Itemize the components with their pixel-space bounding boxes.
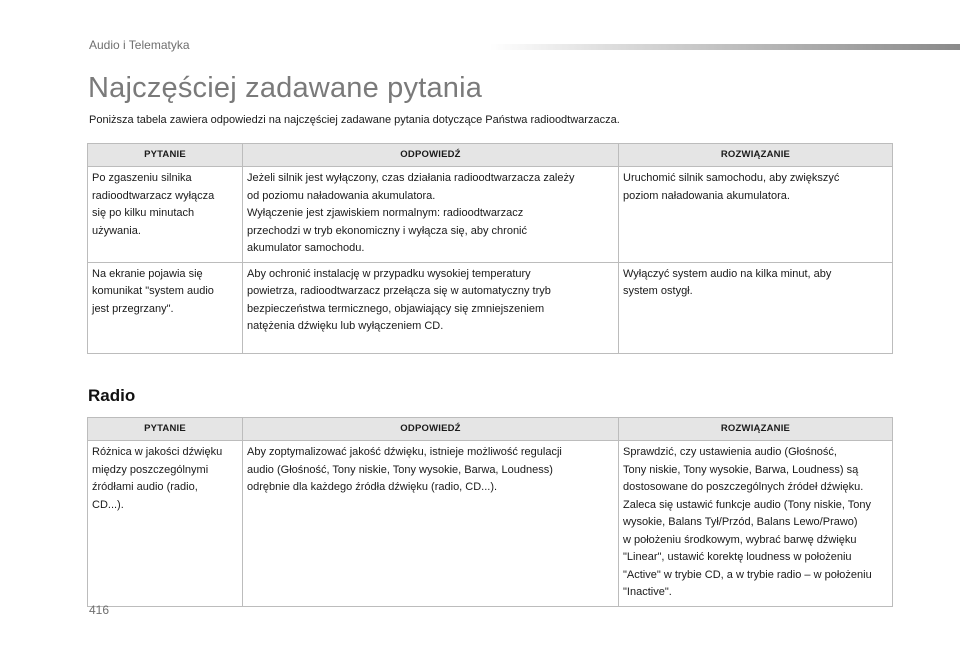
column-header-solution: ROZWIĄZANIE (619, 144, 893, 167)
faq-table-radio (87, 417, 893, 607)
solution-cell: Uruchomić silnik samochodu, aby zwiększyć poziom naładowania akumulatora. (619, 167, 893, 263)
column-header-answer: ODPOWIEDŹ (243, 418, 619, 441)
solution-cell: Sprawdzić, czy ustawienia audio (Głośność, Tony niskie, Tony wysokie, Barwa, Loudness) są dostosowane do poszczególnych źródeł dźwięku. Zaleca się ustawić funkcje audio (Tony niskie, Tony wysokie, Balans Tył/Przód, Balans Lewo/Prawo) w położeniu środkowym, wybrać barwę dźwięku "Linear", ustawić korektę loudness w położeniu "Active" w trybie CD, a w trybie radio – w położeniu "Inactive". (619, 441, 893, 607)
table-row (88, 262, 893, 353)
column-header-solution: ROZWIĄZANIE (619, 418, 893, 441)
question-cell: Po zgaszeniu silnika radioodtwarzacz wyłącza się po kilku minutach używania. (88, 167, 243, 263)
question-cell: Na ekranie pojawia się komunikat "system audio jest przegrzany". (88, 262, 243, 353)
table-row (88, 167, 893, 263)
question-cell: Różnica w jakości dźwięku między poszczególnymi źródłami audio (radio, CD...). (88, 441, 243, 607)
page-title: Najczęściej zadawane pytania (88, 72, 483, 104)
table-row (88, 441, 893, 607)
header-decoration-bar (490, 44, 960, 50)
table-header-row (88, 418, 893, 441)
answer-cell: Jeżeli silnik jest wyłączony, czas działania radioodtwarzacza zależy od poziomu naładowania akumulatora. Wyłączenie jest zjawiskiem normalnym: radioodtwarzacz przechodzi w tryb ekonomiczny i wyłącza się, aby chronić akumulator samochodu. (243, 167, 619, 263)
column-header-question: PYTANIE (88, 144, 243, 167)
column-header-answer: ODPOWIEDŹ (243, 144, 619, 167)
table-header-row (88, 144, 893, 167)
answer-cell: Aby zoptymalizować jakość dźwięku, istnieje możliwość regulacji audio (Głośność, Tony niskie, Tony wysokie, Barwa, Loudness) odrębnie dla każdego źródła dźwięku (radio, CD...). (243, 441, 619, 607)
faq-table-general (87, 143, 893, 354)
solution-cell: Wyłączyć system audio na kilka minut, aby system ostygł. (619, 262, 893, 353)
answer-cell: Aby ochronić instalację w przypadku wysokiej temperatury powietrza, radioodtwarzacz przełącza się w automatyczny tryb bezpieczeństwa termicznego, objawiający się zmniejszeniem natężenia dźwięku lub wyłączeniem CD. (243, 262, 619, 353)
page-number: 416 (89, 603, 110, 617)
intro-text: Poniższa tabela zawiera odpowiedzi na najczęściej zadawane pytania dotyczące Państwa radioodtwarzacza. (89, 114, 620, 126)
column-header-question: PYTANIE (88, 418, 243, 441)
radio-section-title: Radio (88, 386, 136, 405)
section-label: Audio i Telematyka (89, 38, 190, 52)
